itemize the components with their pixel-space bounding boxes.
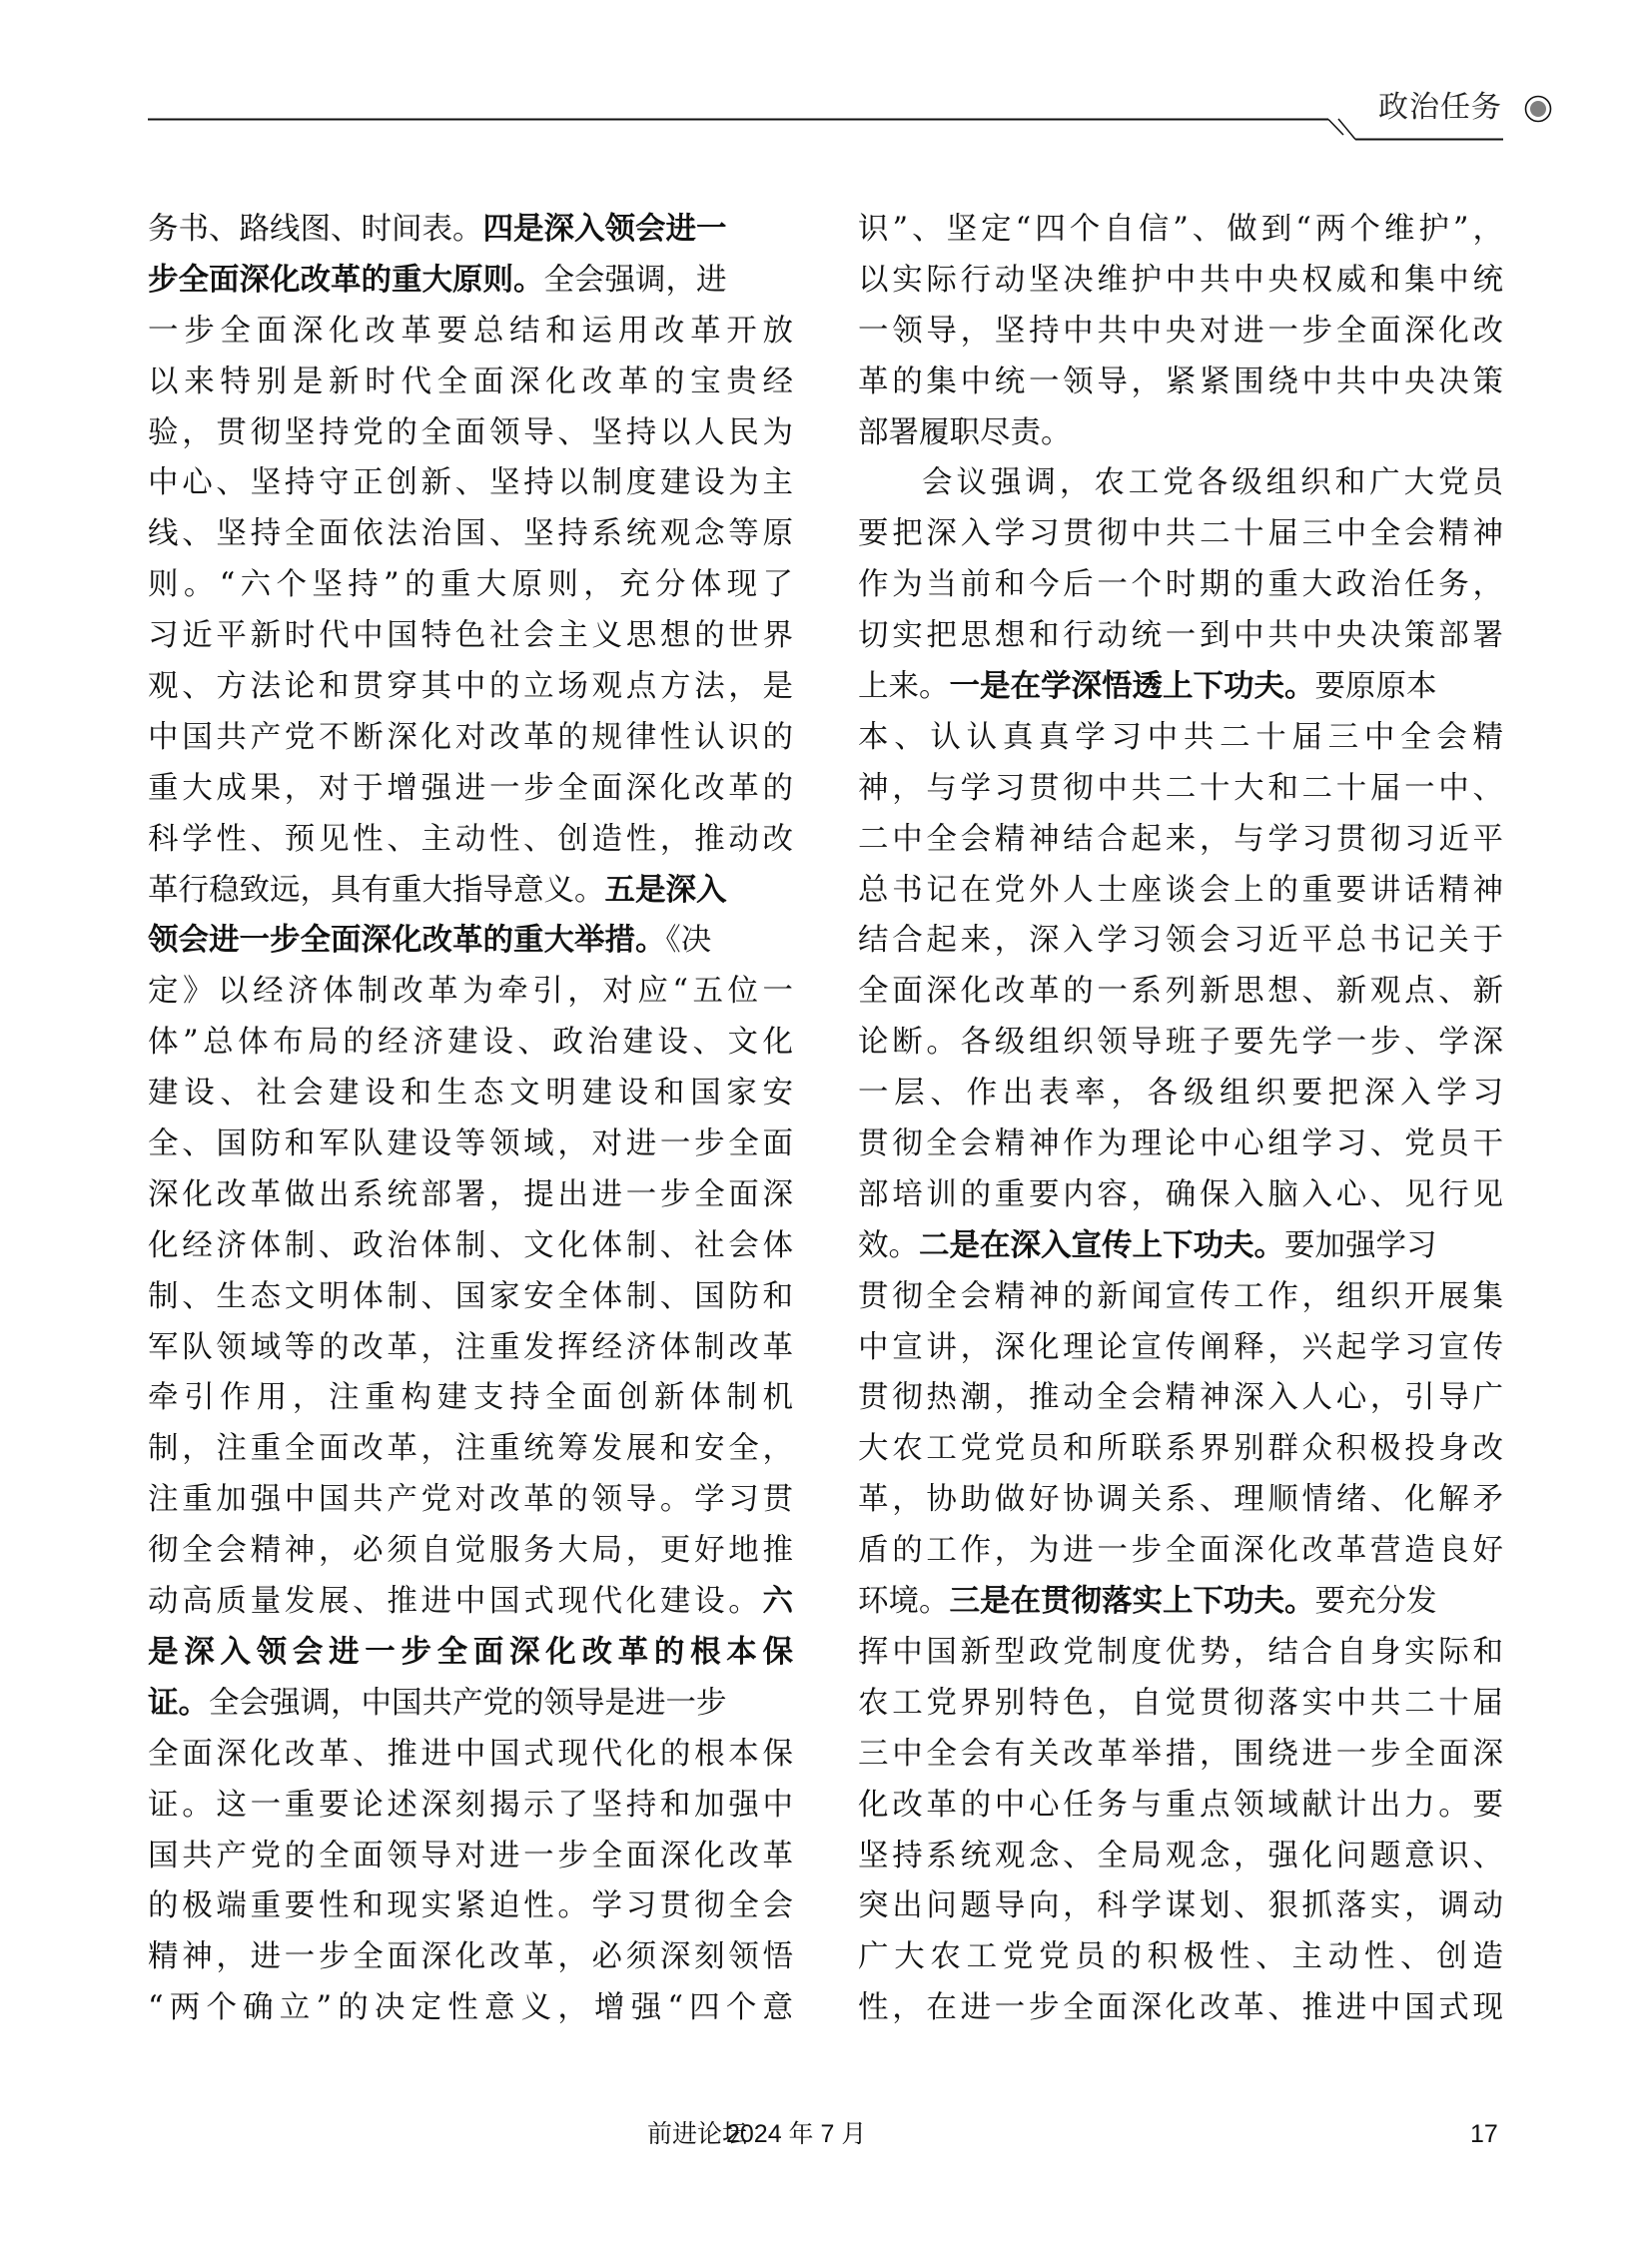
- text-line: [858, 916, 1503, 967]
- body-text: 突出问题导向，科学谋划、狠抓落实，调动: [858, 1888, 1503, 1924]
- body-text: 军队领域等的改革，注重发挥经济体制改革: [148, 1329, 793, 1365]
- body-text: 贯彻热潮，推动全会精神深入人心，引导广: [858, 1380, 1503, 1416]
- header-rule-break-2: [1338, 119, 1355, 140]
- body-text: 一领导，坚持中共中央对进一步全面深化改: [858, 313, 1503, 349]
- body-text: 要充分发: [1314, 1584, 1437, 1620]
- body-text: 精神，进一步全面深化改革，必须深刻领悟: [148, 1939, 793, 1975]
- body-text: 上来。: [858, 669, 950, 705]
- bold-heading-text: 领会进一步全面深化改革的重大举措。: [148, 923, 666, 959]
- text-line: [858, 1526, 1503, 1577]
- text-line: [148, 1018, 793, 1069]
- body-text: 革行稳致远，具有重大指导意义。: [148, 872, 605, 908]
- bold-heading-text: 六: [762, 1584, 793, 1620]
- text-line: [858, 1221, 1503, 1272]
- text-line: [858, 1424, 1503, 1475]
- bold-heading-text: 二是在深入宣传上下功夫。: [919, 1227, 1284, 1263]
- text-line: [148, 764, 793, 815]
- footer-page-number: 17: [1470, 2120, 1498, 2148]
- text-line: [148, 1373, 793, 1424]
- target-circle-icon: [1526, 97, 1551, 122]
- body-text: 定》以经济体制改革为牵引，对应“五位一: [148, 974, 793, 1010]
- body-text: 制，注重全面改革，注重统筹发展和安全，: [148, 1431, 793, 1467]
- text-line: [858, 1323, 1503, 1374]
- body-text: 识”、坚定“四个自信”、做到“两个维护”，: [858, 212, 1503, 247]
- text-line: [858, 1679, 1503, 1730]
- body-text: 重大成果，对于增强进一步全面深化改革的: [148, 770, 793, 806]
- text-line: [148, 1730, 793, 1781]
- text-line: [858, 1272, 1503, 1323]
- body-text: 环境。: [858, 1584, 950, 1620]
- body-text: 全面深化改革的一系列新思想、新观点、新: [858, 974, 1503, 1010]
- body-text: 中心、坚持守正创新、坚持以制度建设为主: [148, 465, 793, 501]
- header-rule: [0, 0, 1652, 160]
- text-line: [858, 1781, 1503, 1832]
- body-text: “两个确立”的决定性意义，增强“四个意: [148, 1990, 793, 2026]
- body-text: 科学性、预见性、主动性、创造性，推动改: [148, 821, 793, 857]
- text-line: [148, 1475, 793, 1526]
- text-line: [148, 1120, 793, 1170]
- body-text: 观、方法论和贯穿其中的立场观点方法，是: [148, 669, 793, 705]
- text-line: [858, 662, 1503, 713]
- body-text: 三中全会有关改革举措，围绕进一步全面深: [858, 1736, 1503, 1772]
- body-text: 习近平新时代中国特色社会主义思想的世界: [148, 618, 793, 654]
- text-line: [148, 1881, 793, 1932]
- text-line: [148, 916, 793, 967]
- body-text: 全会强调，进: [543, 262, 727, 298]
- right-column: [858, 205, 1503, 2034]
- body-text: 农工党界别特色，自觉贯彻落实中共二十届: [858, 1685, 1503, 1721]
- text-line: [858, 1730, 1503, 1781]
- text-line: [148, 815, 793, 866]
- text-line: [148, 1628, 793, 1679]
- text-line: [148, 307, 793, 358]
- text-line: [858, 1832, 1503, 1882]
- body-text: 坚持系统观念、全局观念，强化问题意识、: [858, 1838, 1503, 1873]
- body-text: 线、坚持全面依法治国、坚持系统观念等原: [148, 516, 793, 552]
- body-text: 要原原本: [1314, 669, 1437, 705]
- body-text: 贯彻全会精神作为理论中心组学习、党员干: [858, 1126, 1503, 1162]
- text-line: [148, 1272, 793, 1323]
- text-line: [148, 1526, 793, 1577]
- text-line: [148, 611, 793, 662]
- text-line: [858, 1932, 1503, 1983]
- text-line: [858, 1983, 1503, 2034]
- text-line: [858, 458, 1503, 509]
- text-line: [858, 1018, 1503, 1069]
- section-title: 政治任务: [1378, 90, 1502, 125]
- text-line: [858, 713, 1503, 764]
- body-text: 全会强调，中国共产党的领导是进一步: [209, 1685, 727, 1721]
- body-text: 以来特别是新时代全面深化改革的宝贵经: [148, 364, 793, 399]
- body-text: 注重加强中国共产党对改革的领导。学习贯: [148, 1482, 793, 1518]
- text-line: [148, 509, 793, 560]
- body-text: 切实把思想和行动统一到中共中央决策部署: [858, 618, 1503, 654]
- body-text: 神，与学习贯彻中共二十大和二十届一中、: [858, 770, 1503, 806]
- bold-heading-text: 三是在贯彻落实上下功夫。: [949, 1584, 1315, 1620]
- text-line: [148, 967, 793, 1018]
- text-line: [148, 1832, 793, 1882]
- text-line: [858, 1628, 1503, 1679]
- body-text: 证。这一重要论述深刻揭示了坚持和加强中: [148, 1787, 793, 1823]
- bold-heading-text: 一是在学深悟透上下功夫。: [949, 669, 1315, 705]
- text-line: [148, 1781, 793, 1832]
- body-text: 盾的工作，为进一步全面深化改革营造良好: [858, 1533, 1503, 1569]
- text-line: [148, 408, 793, 459]
- body-text: 一层、作出表率，各级组织要把深入学习: [858, 1076, 1503, 1112]
- body-text: 则。“六个坚持”的重大原则，充分体现了: [148, 567, 793, 603]
- body-text: 革的集中统一领导，紧紧围绕中共中央决策: [858, 364, 1503, 399]
- text-line: [148, 1577, 793, 1628]
- text-line: [858, 611, 1503, 662]
- text-line: [148, 358, 793, 408]
- text-line: [148, 560, 793, 611]
- body-text: 效。: [858, 1227, 919, 1263]
- body-text: 建设、社会建设和生态文明建设和国家安: [148, 1076, 793, 1112]
- text-line: [148, 1932, 793, 1983]
- body-text: 部培训的重要内容，确保入脑入心、见行见: [858, 1176, 1503, 1212]
- text-line: [858, 205, 1503, 256]
- body-text: 会议强调，农工党各级组织和广大党员: [922, 465, 1503, 501]
- text-line: [148, 713, 793, 764]
- text-line: [148, 1679, 793, 1730]
- bold-heading-text: 四是深入领会进一: [482, 212, 727, 247]
- text-line: [148, 1069, 793, 1120]
- body-text: 国共产党的全面领导对进一步全面深化改革: [148, 1838, 793, 1873]
- body-text: 牵引作用，注重构建支持全面创新体制机: [148, 1380, 793, 1416]
- bold-heading-text: 是深入领会进一步全面深化改革的根本保: [148, 1634, 793, 1670]
- text-line: [858, 358, 1503, 408]
- body-text: 要加强学习: [1284, 1227, 1437, 1263]
- body-text: 制、生态文明体制、国家安全体制、国防和: [148, 1278, 793, 1314]
- footer-issue-date: 2024 年 7 月: [726, 2120, 867, 2148]
- body-text: 中宣讲，深化理论宣传阐释，兴起学习宣传: [858, 1329, 1503, 1365]
- body-text: 化经济体制、政治体制、文化体制、社会体: [148, 1227, 793, 1263]
- bold-heading-text: 证。: [148, 1685, 209, 1721]
- body-text: 总书记在党外人士座谈会上的重要讲话精神: [858, 872, 1503, 908]
- body-text: 体”总体布局的经济建设、政治建设、文化: [148, 1025, 793, 1061]
- body-text: 作为当前和今后一个时期的重大政治任务，: [858, 567, 1503, 603]
- body-text: 要把深入学习贯彻中共二十届三中全会精神: [858, 516, 1503, 552]
- body-text: 本、认认真真学习中共二十届三中全会精: [858, 719, 1503, 755]
- text-line: [148, 866, 793, 917]
- text-line: [858, 560, 1503, 611]
- bold-heading-text: 步全面深化改革的重大原则。: [148, 262, 544, 298]
- body-text: 务书、路线图、时间表。: [148, 212, 483, 247]
- text-line: [148, 1221, 793, 1272]
- text-line: [858, 1577, 1503, 1628]
- body-text: 革，协助做好协调关系、理顺情绪、化解矛: [858, 1482, 1503, 1518]
- left-column: [148, 205, 793, 2034]
- text-line: [148, 458, 793, 509]
- text-line: [858, 1475, 1503, 1526]
- text-line: [858, 764, 1503, 815]
- text-line: [858, 815, 1503, 866]
- body-text: 彻全会精神，必须自觉服务大局，更好地推: [148, 1533, 793, 1569]
- body-text: 广大农工党党员的积极性、主动性、创造: [858, 1939, 1503, 1975]
- body-text: 贯彻全会精神的新闻宣传工作，组织开展集: [858, 1278, 1503, 1314]
- body-text: 大农工党党员和所联系界别群众积极投身改: [858, 1431, 1503, 1467]
- body-text: 结合起来，深入学习领会习近平总书记关于: [858, 923, 1503, 959]
- body-text: 一步全面深化改革要总结和运用改革开放: [148, 313, 793, 349]
- body-text: 全、国防和军队建设等领域，对进一步全面: [148, 1126, 793, 1162]
- body-text: 以实际行动坚决维护中共中央权威和集中统: [858, 262, 1503, 298]
- body-text: 论断。各级组织领导班子要先学一步、学深: [858, 1025, 1503, 1061]
- body-text: 挥中国新型政党制度优势，结合自身实际和: [858, 1634, 1503, 1670]
- body-text: 动高质量发展、推进中国式现代化建设。: [148, 1584, 763, 1620]
- text-line: [858, 509, 1503, 560]
- text-line: [858, 967, 1503, 1018]
- body-text: 全面深化改革、推进中国式现代化的根本保: [148, 1736, 793, 1772]
- bold-heading-text: 五是深入: [604, 872, 727, 908]
- text-line: [148, 1983, 793, 2034]
- text-line: [858, 1120, 1503, 1170]
- body-text: 部署履职尽责。: [858, 414, 1072, 450]
- text-line: [858, 1170, 1503, 1221]
- text-line: [858, 1069, 1503, 1120]
- body-text: 的极端重要性和现实紧迫性。学习贯彻全会: [148, 1888, 793, 1924]
- text-line: [148, 662, 793, 713]
- body-text: 《决: [665, 923, 712, 959]
- body-text: 深化改革做出系统部署，提出进一步全面深: [148, 1176, 793, 1212]
- text-line: [858, 866, 1503, 917]
- body-text: 二中全会精神结合起来，与学习贯彻习近平: [858, 821, 1503, 857]
- text-line: [148, 1170, 793, 1221]
- text-line: [858, 307, 1503, 358]
- text-line: [148, 205, 793, 256]
- text-line: [858, 1373, 1503, 1424]
- text-line: [148, 1424, 793, 1475]
- body-text: 性，在进一步全面深化改革、推进中国式现: [858, 1990, 1503, 2026]
- text-line: [858, 408, 1503, 459]
- footer-magazine-name: 前进论坛: [647, 2120, 748, 2148]
- body-text: 验，贯彻坚持党的全面领导、坚持以人民为: [148, 414, 793, 450]
- body-text: 中国共产党不断深化对改革的规律性认识的: [148, 719, 793, 755]
- text-line: [148, 1323, 793, 1374]
- text-line: [858, 256, 1503, 307]
- text-line: [858, 1881, 1503, 1932]
- text-line: [148, 256, 793, 307]
- body-text: 化改革的中心任务与重点领域献计出力。要: [858, 1787, 1503, 1823]
